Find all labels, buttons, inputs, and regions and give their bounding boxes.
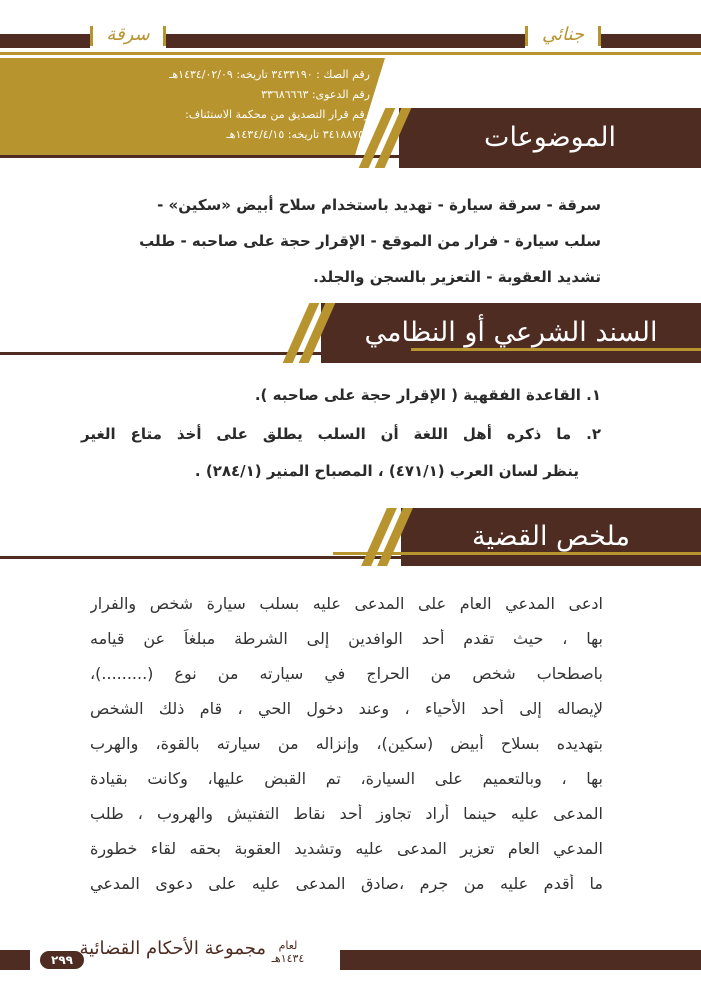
summary-line-7: المدعى عليه حينما أراد تجاوز أحد نقاط التفتيش والهروب ، طلب — [90, 804, 603, 823]
header-gold-line — [0, 52, 701, 55]
book-title: مجموعة الأحكام القضائية — [79, 938, 266, 959]
book-year — [268, 939, 308, 965]
case-deed-number: رقم الصك : ٣٤٣٣١٩٠ تاريخه: ١٤٣٤/٠٢/٠٩هـ — [169, 68, 370, 81]
case-appeal-number: ٣٤١٨٨٧٥٥ تاريخه: ١٤٣٤/٤/١٥هـ — [226, 128, 370, 141]
legal-item-2-reference: ينظر لسان العرب (٤٧١/١) ، المصباح المنير (٢٨٤/١) . — [194, 462, 579, 480]
topics-line-1: سرقة - سرقة سيارة - تهديد باستخدام سلاح أبيض «سكين» - — [157, 196, 601, 214]
summary-line-6: بها ، وبالتعميم على السيارة، تم القبض عليها، وكانت بقيادة — [90, 769, 603, 788]
summary-title: ملخص القضية — [401, 508, 701, 566]
category-tag-theft: سرقة — [90, 20, 166, 50]
legal-gold-line — [411, 348, 701, 351]
summary-line-4: لإيصاله إلى أحد الأحياء ، وعند دخول الحي ، قام ذلك الشخص — [90, 699, 603, 718]
category-tag-criminal: جنائي — [525, 20, 601, 50]
legal-basis-title: السند الشرعي أو النظامي — [321, 303, 701, 363]
case-claim-number: رقم الدعوى: ٣٣٦٨٦٦٦٣ — [261, 88, 370, 101]
summary-line-3: باصطحاب شخص من الحراج في سيارته من نوع (.........)، — [90, 664, 603, 683]
topics-title: الموضوعات — [399, 108, 701, 168]
summary-line-2: بها ، حيث تقدم أحد الوافدين إلى الشرطة مبلغاً عن قيامه — [90, 629, 603, 648]
summary-line-8: المدعي العام تعزير المدعى عليه وتشديد العقوبة بحقه لقاء خطورة — [90, 839, 603, 858]
legal-item-2: ٢. ما ذكره أهل اللغة أن السلب يطلق على أخذ متاع الغير — [81, 425, 601, 443]
summary-line-1: ادعى المدعي العام على المدعى عليه بسلب سيارة شخص والفرار — [90, 594, 603, 613]
page-number: ٢٩٩ — [40, 951, 84, 969]
topics-line-2: سلب سيارة - فرار من الموقع - الإقرار حجة على صاحبه - طلب — [139, 232, 601, 250]
year-value: ١٤٣٤هـ — [271, 952, 305, 965]
year-label: لعام — [278, 939, 298, 952]
case-appeal-label: رقم قرار التصديق من محكمة الاستئناف: — [185, 108, 370, 121]
topics-line-3: تشديد العقوبة - التعزير بالسجن والجلد. — [313, 268, 601, 286]
legal-item-1: ١. القاعدة الفقهية ( الإقرار حجة على صاحبه ). — [254, 386, 601, 404]
summary-line-5: بتهديده بسلاح أبيض (سكين)، وإنزاله من سيارته بالقوة، والهرب — [90, 734, 603, 753]
summary-line-9: ما أقدم عليه من جرم ،صادق المدعى عليه على دعوى المدعي — [90, 874, 603, 893]
summary-gold-line — [333, 552, 701, 555]
